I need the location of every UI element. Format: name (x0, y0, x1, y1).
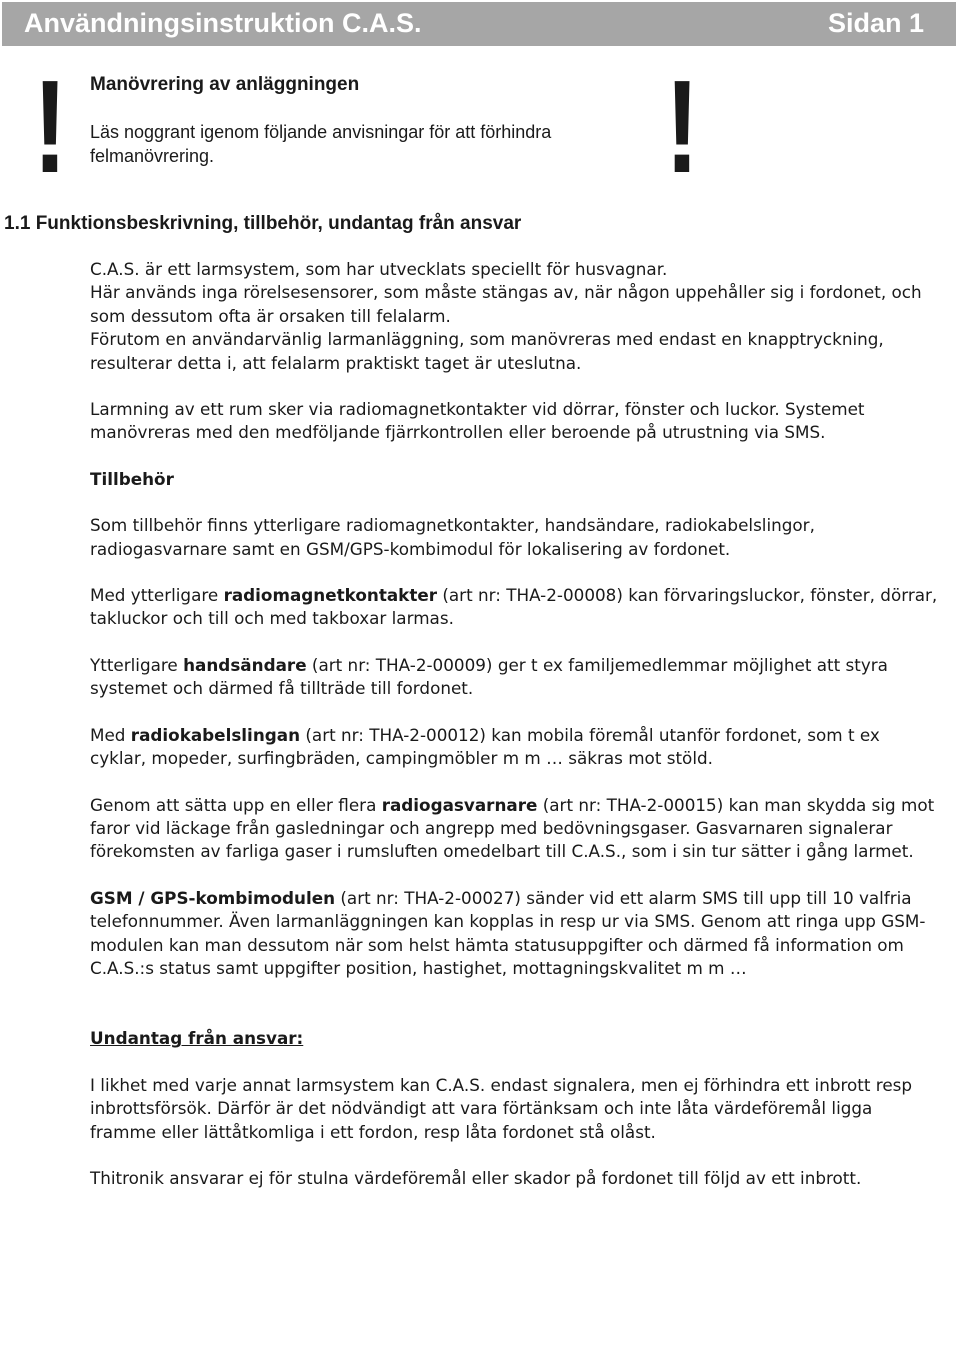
accessory-item: Med ytterligare radiomagnetkontakter (art nr: THA-2-00008) kan förvaringsluckor, fönster, dörrar, takluckor och till och med takboxar larmas. (90, 585, 938, 629)
accessory-item: Genom att sätta upp en eller flera radiogasvarnare (art nr: THA-2-00015) kan man skydda sig mot faror vid läckage från gasledningar och angrepp med bedövningsgaser. Gasvarnaren signalerar förekomsten av farliga gaser i rumsluften omedelbart till C.A.S., som i sin tur sätter i gång larmet. (90, 794, 935, 862)
section-heading: 1.1 Funktionsbeskrivning, tillbehör, undantag från ansvar (4, 213, 522, 234)
exclamation-icon: ! (665, 53, 700, 200)
disclaimer-paragraph: I likhet med varje annat larmsystem kan C.A.S. endast signalera, men ej förhindra ett inbrott resp inbrottsförsök. Därför är det nödvändigt att vara förtänksam och inte låta värdeföremål ligga framme eller lättåtkomliga i ett fordon, resp låta fordonet stå olåst. (90, 1074, 913, 1142)
intro-paragraph: C.A.S. är ett larmsystem, som har utvecklats speciellt för husvagnar. Här används inga rörelsesensorer, som måste stängas av, när någon uppehåller sig i fordonet, och som dessutom ofta är orsaken till felalarm. Förutom en användarvänlig larmanläggning, som manövreras med endast en knapptryckning, resulterar detta i, att felalarm praktiskt taget är uteslutna. (90, 259, 922, 373)
page-header (2, 2, 956, 46)
document-title: Användningsinstruktion C.A.S. (24, 8, 422, 38)
alarm-paragraph: Larmning av ett rum sker via radiomagnetkontakter vid dörrar, fönster och luckor. Systemet manövreras med den medföljande fjärrkontrollen eller beroende på utrustning via SMS. (90, 399, 865, 443)
accessories-heading: Tillbehör (90, 468, 174, 489)
disclaimer-heading: Undantag från ansvar: (90, 1028, 304, 1049)
accessory-item: Med radiokabelslingan (art nr: THA-2-00012) kan mobila föremål utanför fordonet, som t ex cyklar, mopeder, surfingbräden, campingmöbler m m … säkras mot stöld. (90, 724, 880, 769)
accessory-item: GSM / GPS-kombimodulen (art nr: THA-2-00027) sänder vid ett alarm SMS till upp till 10 valfria telefonnummer. Även larmanläggningen kan kopplas in resp ur via SMS. Genom att ringa upp GSM-modulen kan man dessutom när som helst hämta statusuppgifter och därmed få information om C.A.S.:s status samt uppgifter position, hastighet, mottagningskvalitet m m … (90, 887, 926, 978)
page-number: Sidan 1 (827, 8, 924, 38)
warning-text: Läs noggrant igenom följande anvisningar för att förhindra felmanövrering. (90, 122, 552, 166)
exclamation-icon: ! (33, 53, 68, 200)
accessories-intro: Som tillbehör finns ytterligare radiomagnetkontakter, handsändare, radiokabelslingor, radiogasvarnare samt en GSM/GPS-kombimodul för lokalisering av fordonet. (90, 515, 815, 559)
section-body (90, 258, 940, 1190)
warning-title: Manövrering av anläggningen (90, 74, 360, 95)
final-paragraph: Thitronik ansvarar ej för stulna värdeföremål eller skador på fordonet till följd av ett inbrott. (90, 1167, 862, 1188)
accessory-item: Ytterligare handsändare (art nr: THA-2-00009) ger t ex familjemedlemmar möjlighet att styra systemet och därmed få tillträde till fordonet. (90, 654, 888, 699)
